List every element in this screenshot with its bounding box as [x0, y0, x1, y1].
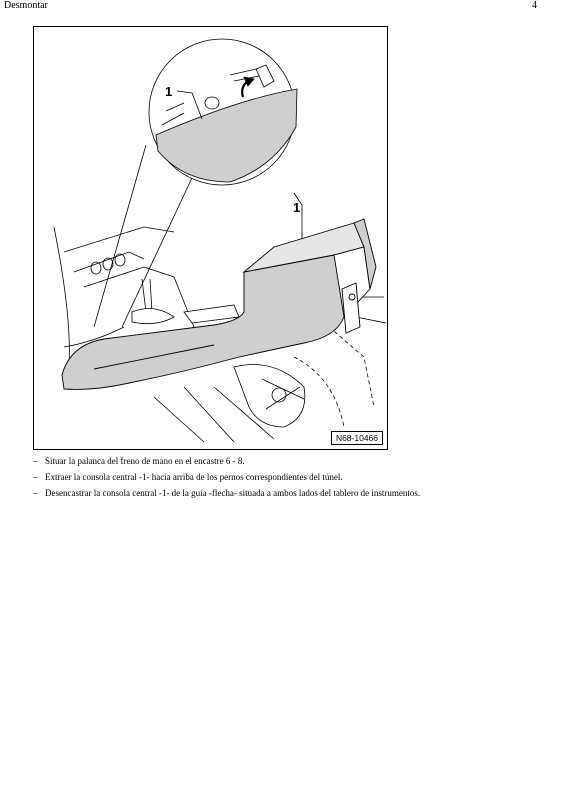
tunnel-bracket: [234, 365, 305, 428]
step-text: Situar la palanca del freno de mano en el encastre 6 - 8.: [45, 456, 245, 466]
instruction-step: [33, 472, 533, 482]
center-console-body: [62, 255, 344, 389]
steering-wheel-outline: [54, 227, 69, 377]
guide-dashed-line: [329, 327, 374, 407]
detail-bolt: [205, 97, 219, 109]
guide-dashed-line-2: [294, 357, 344, 427]
floor-hatching: [154, 387, 274, 442]
shifter-boot: [132, 308, 174, 323]
step-bullet: –: [33, 488, 38, 498]
magnifier-guide-line: [94, 145, 146, 327]
dashboard-knob: [115, 254, 125, 266]
step-bullet: –: [33, 472, 38, 482]
instruction-step: [33, 456, 533, 466]
page-number: 4: [532, 0, 537, 11]
console-drawing: [34, 27, 389, 451]
step-bullet: –: [33, 456, 38, 466]
technical-illustration: [33, 26, 388, 450]
figure-reference-code: N68-10466: [331, 431, 383, 445]
callout-label-detail: 1: [165, 84, 173, 99]
instruction-list: [33, 456, 533, 504]
shifter-lever: [142, 279, 152, 312]
handbrake-lever: [184, 305, 239, 323]
step-text: Desencastrar la consola central -1- de la guía -flecha- situada a ambos lados del tablero de instrumentos.: [45, 488, 421, 498]
dashboard-panel: [74, 252, 144, 272]
step-text: Extraer la consola central -1- hacia arriba de los pernos correspondientes del túnel.: [45, 472, 343, 482]
instruction-step: [33, 488, 533, 498]
mount-screw: [349, 294, 355, 300]
page-header-title: Desmontar: [4, 0, 48, 11]
bracket-ribs: [262, 379, 304, 409]
mounting-bolt: [272, 388, 286, 402]
callout-label-main: 1: [293, 200, 301, 215]
